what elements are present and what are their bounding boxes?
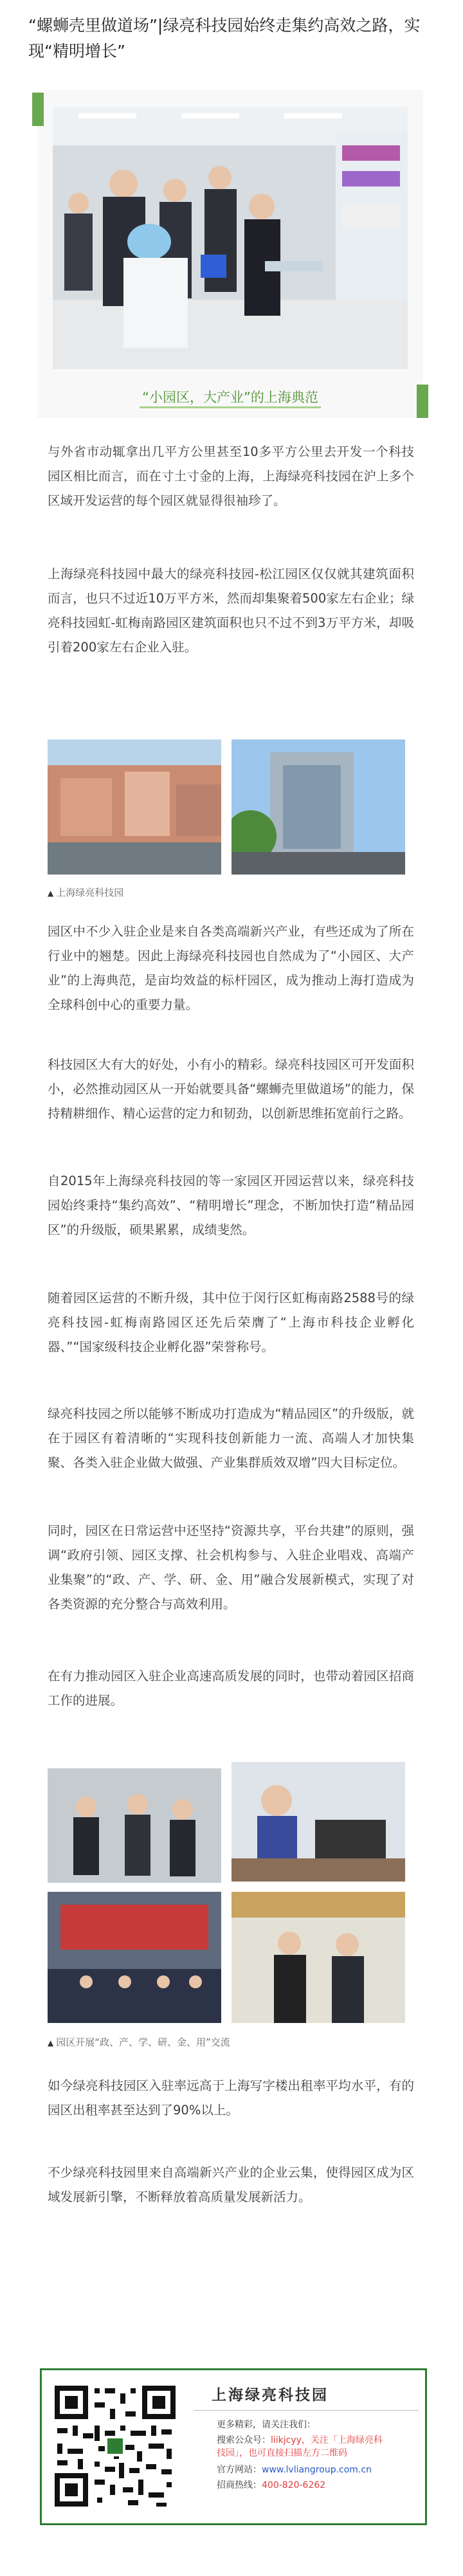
park-photo xyxy=(48,739,221,875)
paragraph: 如今绿亮科技园区入驻率远高于上海写字楼出租率平均水平，有的园区出租率甚至达到了90%以上。 xyxy=(48,2078,414,2118)
search-row-cont: 技园」，也可直接扫描左方二维码 xyxy=(217,2448,347,2458)
website-row[interactable]: 官方网站：www.lvliangroup.com.cn xyxy=(217,2465,372,2475)
more-label: 更多精彩，请关注我们： xyxy=(217,2420,316,2430)
paragraph: 在有力推动园区入驻企业高速高质发展的同时，也带动着园区招商工作的进展。 xyxy=(48,1669,414,1708)
forum-photo xyxy=(48,1768,221,1883)
forum-photo xyxy=(232,1762,405,1882)
park-photo xyxy=(232,739,405,875)
paragraph: 同时，园区在日常运营中还坚持“资源共享，平台共建”的原则，强调“政府引领、园区支撑、社会机构参与、入驻企业唱戏、高端产业集聚”的“政、产、学、研、金、用”融合发展新模式，实现了对各类资源的充分整合与高效利用。 xyxy=(48,1523,414,1611)
hero-frame xyxy=(37,90,423,418)
paragraph: 绿亮科技园之所以能够不断成功打造成为“精品园区”的升级版，就在于园区有着清晰的“实现科技创新能力一流、高端人才加快集聚、各类入驻企业做大做强、产业集群质效双增”四大目标定位。 xyxy=(48,1406,414,1470)
paragraph: 自2015年上海绿亮科技园的等一家园区开园运营以来，绿亮科技园始终秉持“集约高效”、“精明增长”理念，不断加快打造“精品园区”的升级版，硕果累累，成绩斐然。 xyxy=(48,1174,414,1237)
hero-photo xyxy=(53,107,408,369)
divider xyxy=(194,2410,419,2411)
paragraph: 上海绿亮科技园中最大的绿亮科技园-松江园区仅仅就其建筑面积而言，也只不过近10万平方米，然而却集聚着500家左右企业；绿亮科技园虹-虹梅南路园区建筑面积也只不过不到3万平方米，却吸引着200家左右企业入驻。 xyxy=(48,567,414,655)
paragraph: 与外省市动辄拿出几平方公里甚至10多平方公里去开发一个科技园区相比而言，而在寸土寸金的上海，上海绿亮科技园在沪上多个区域开发运营的每个园区就显得很袖珍了。 xyxy=(48,444,414,508)
image-caption: ▲ 园区开展“政、产、学、研、金、用”交流 xyxy=(48,2036,230,2048)
triangle-icon: ▲ xyxy=(48,889,54,898)
paragraph: 园区中不少入驻企业是来自各类高端新兴产业，有些还成为了所在行业中的翘楚。因此上海绿亮科技园也自然成为了“小园区、大产业”的上海典范，是亩均效益的标杆园区，成为推动上海打造成为全球科创中心的重要力量。 xyxy=(48,924,414,1012)
paragraph: 随着园区运营的不断升级，其中位于闵行区虹梅南路2588号的绿亮科技园-虹梅南路园区还先后荣膺了“上海市科技企业孵化器、”“国家级科技企业孵化器”荣誉称号。 xyxy=(48,1291,414,1354)
paragraph: 科技园区大有大的好处，小有小的精彩。绿亮科技园区可开发面积小，必然推动园区从一开始就要具备“螺蛳壳里做道场”的能力，保持精耕细作、精心运营的定力和韧劲，以创新思维拓宽前行之路。 xyxy=(48,1057,414,1121)
qr-code-icon[interactable] xyxy=(52,2383,178,2509)
corner-decoration xyxy=(32,93,44,126)
phone-row[interactable]: 招商热线：400-820-6262 xyxy=(217,2480,326,2490)
image-caption: ▲ 上海绿亮科技园 xyxy=(48,887,124,898)
company-name: 上海绿亮科技园 xyxy=(212,2387,329,2404)
paragraph: 不少绿亮科技园里来自高端新兴产业的企业云集，使得园区成为区域发展新引擎，不断释放着高质量发展新活力。 xyxy=(48,2165,414,2204)
forum-photo xyxy=(48,1892,221,2023)
hero-caption: “小园区，大产业”的上海典范 xyxy=(37,387,423,406)
contact-card xyxy=(40,2368,427,2525)
triangle-icon: ▲ xyxy=(48,2038,54,2047)
search-row: 搜索公众号：liikjcyy，关注「上海绿亮科 xyxy=(217,2435,383,2445)
forum-photo xyxy=(232,1892,405,2023)
article-title: “螺蛳壳里做道场”|绿亮科技园始终走集约高效之路，实现“精明增长” xyxy=(28,16,421,60)
